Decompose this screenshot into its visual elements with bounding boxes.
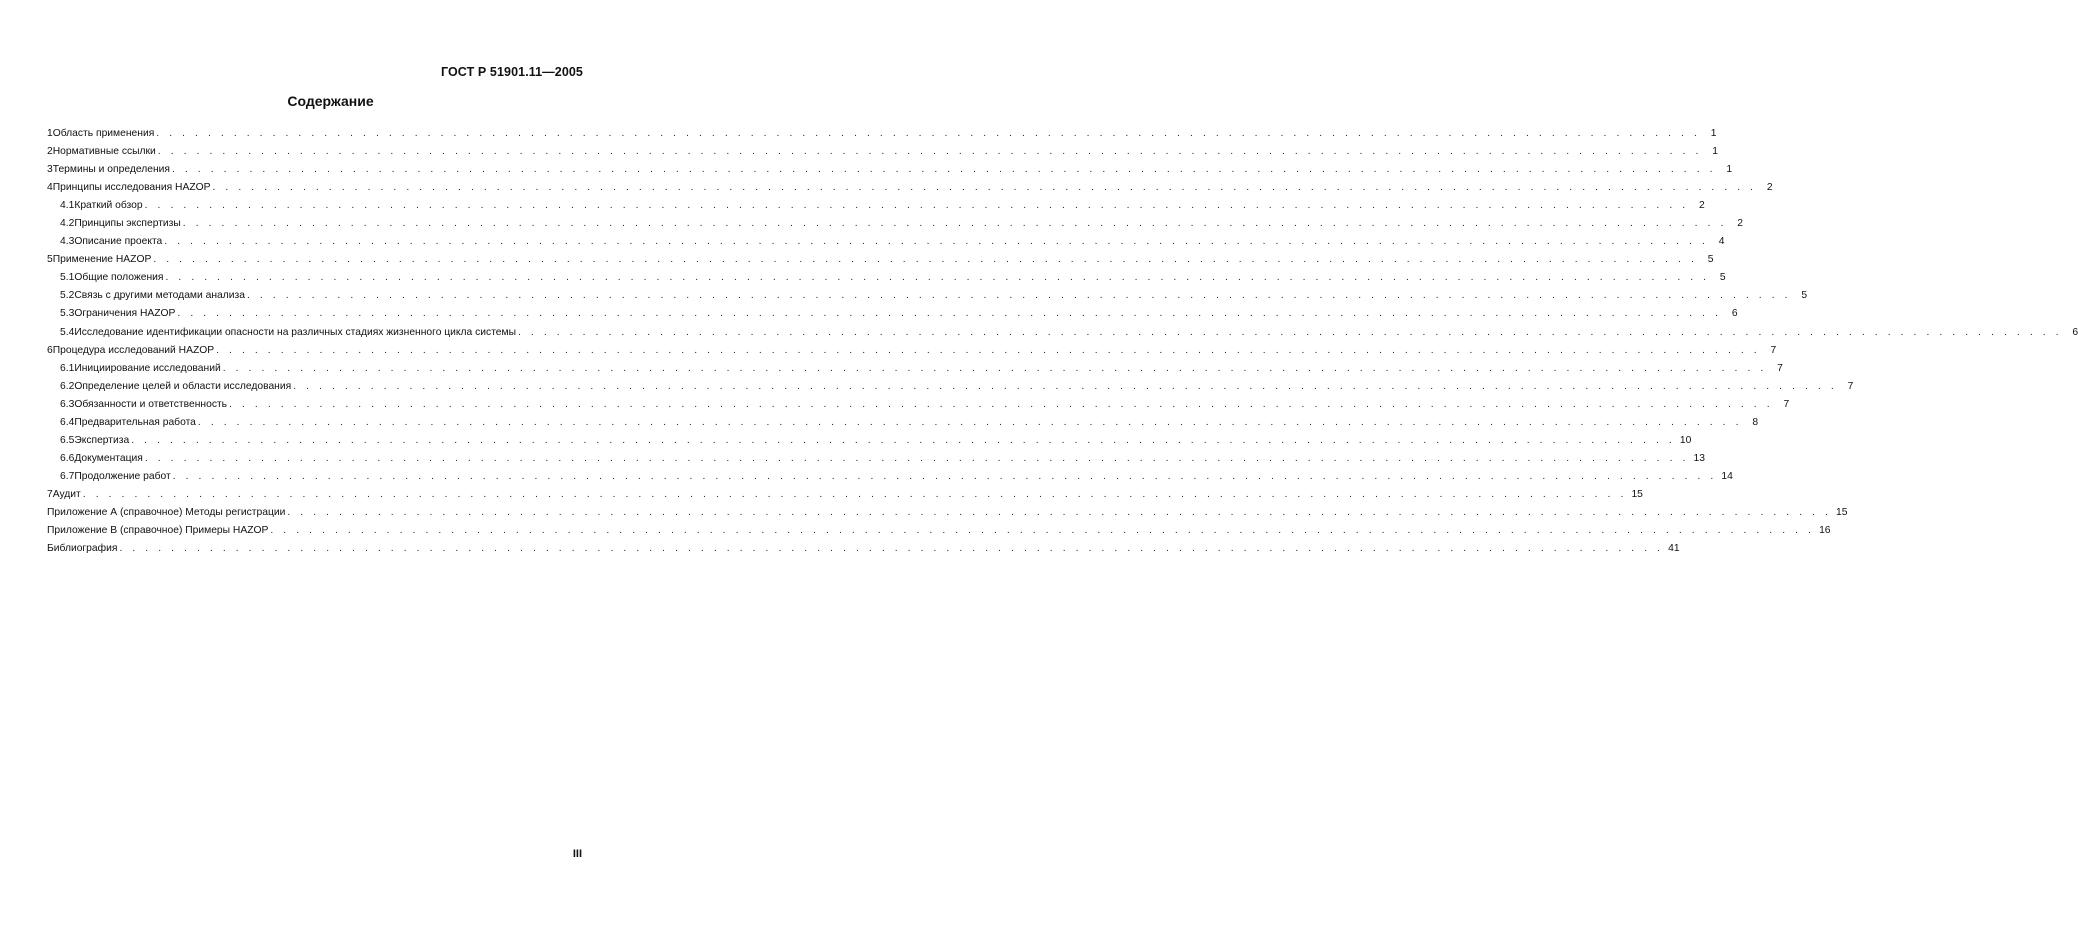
toc-entry-label: Инициирование исследований <box>74 362 221 374</box>
toc-entry-number: 6.3 <box>60 398 75 410</box>
toc-entry[interactable] <box>47 161 1733 179</box>
toc-entry[interactable] <box>47 215 1743 233</box>
toc-dot-leader: . . . . . . . . . . . . . . . . . . . . . . . . . . . . . . . . . . . . . . . . . . . . . . . . . . . . . . . . . . . . . . . . . . . . . . . . . . . . . . . . . . . . . . . . . . . . . . . . . . . . . . . . . . . . . . . . . . . . . . . . <box>164 236 1709 248</box>
toc-entry-number: 6 <box>47 344 53 356</box>
toc-entry-page: 15 <box>1836 506 1848 518</box>
toc-dot-leader: . . . . . . . . . . . . . . . . . . . . . . . . . . . . . . . . . . . . . . . . . . . . . . . . . . . . . . . . . . . . . . . . . . . . . . . . . . . . . . . . . . . . . . . . . . . . . . . . . . . . . . . . . . . . . . . . . . . . . . . . <box>229 398 1774 410</box>
toc-entry-label: Описание проекта <box>74 236 163 248</box>
toc-entry-label: Обязанности и ответственность <box>74 398 228 410</box>
toc-dot-leader: . . . . . . . . . . . . . . . . . . . . . . . . . . . . . . . . . . . . . . . . . . . . . . . . . . . . . . . . . . . . . . . . . . . . . . . . . . . . . . . . . . . . . . . . . . . . . . . . . . . . . . . . . . . . . . . . . . . . . . . . <box>287 506 1832 518</box>
toc-dot-leader: . . . . . . . . . . . . . . . . . . . . . . . . . . . . . . . . . . . . . . . . . . . . . . . . . . . . . . . . . . . . . . . . . . . . . . . . . . . . . . . . . . . . . . . . . . . . . . . . . . . . . . . . . . . . . . . . . . . . . . . . <box>157 146 1702 158</box>
toc-entry-number: 6.5 <box>60 434 75 446</box>
toc-entry-number: 4 <box>47 182 53 194</box>
toc-entry-label: Ограничения HAZOP <box>74 308 176 320</box>
toc-dot-leader: . . . . . . . . . . . . . . . . . . . . . . . . . . . . . . . . . . . . . . . . . . . . . . . . . . . . . . . . . . . . . . . . . . . . . . . . . . . . . . . . . . . . . . . . . . . . . . . . . . . . . . . . . . . . . . . . . . . . . . . . <box>82 488 1627 500</box>
toc-entry[interactable] <box>47 468 1733 486</box>
toc-entry-page: 10 <box>1679 434 1692 446</box>
toc-dot-leader: . . . . . . . . . . . . . . . . . . . . . . . . . . . . . . . . . . . . . . . . . . . . . . . . . . . . . . . . . . . . . . . . . . . . . . . . . . . . . . . . . . . . . . . . . . . . . . . . . . . . . . . . . . . . . . . . . . . . . . . . <box>144 452 1689 464</box>
toc-entry-page: 1 <box>1710 128 1717 139</box>
toc-dot-leader: . . . . . . . . . . . . . . . . . . . . . . . . . . . . . . . . . . . . . . . . . . . . . . . . . . . . . . . . . . . . . . . . . . . . . . . . . . . . . . . . . . . . . . . . . . . . . . . . . . . . . . . . . . . . . . . . . . . . . . . . <box>156 128 1701 139</box>
toc-entry-label: Принципы исследования HAZOP <box>52 182 211 194</box>
toc-entry-page: 2 <box>1737 218 1743 230</box>
toc-entry-page: 13 <box>1693 452 1705 464</box>
toc-entry-page: 5 <box>1801 290 1808 302</box>
toc-entry[interactable] <box>47 432 1692 450</box>
toc-entry-number: 4.3 <box>60 236 75 248</box>
page-title: Содержание <box>287 93 374 109</box>
toc-entry-label: Определение целей и области исследования <box>74 380 292 392</box>
toc-entry-number: 5.2 <box>60 290 75 302</box>
toc-entry-label: Аудит <box>52 488 81 500</box>
toc-entry[interactable] <box>47 378 1854 396</box>
toc-entry-label: Продолжение работ <box>74 470 171 482</box>
toc-entry-number: 5.1 <box>60 272 75 284</box>
toc-entry-page: 7 <box>1770 344 1777 356</box>
toc-entry-page: 1 <box>1712 146 1718 158</box>
toc-entry[interactable] <box>47 414 1759 432</box>
toc-entry-number: 5 <box>47 254 53 266</box>
toc-entry-label: Экспертиза <box>74 434 130 446</box>
toc-entry[interactable] <box>47 233 1725 251</box>
toc-entry-page: 2 <box>1699 200 1705 212</box>
toc-entry-page: 7 <box>1847 380 1854 392</box>
toc-dot-leader: . . . . . . . . . . . . . . . . . . . . . . . . . . . . . . . . . . . . . . . . . . . . . . . . . . . . . . . . . . . . . . . . . . . . . . . . . . . . . . . . . . . . . . . . . . . . . . . . . . . . . . . . . . . . . . . . . . . . . . . . <box>212 182 1757 194</box>
toc-entry-label: Связь с другими методами анализа <box>74 290 245 302</box>
toc-entry[interactable] <box>47 287 1808 305</box>
toc-entry-number: 2 <box>47 146 53 158</box>
toc-entry[interactable] <box>47 342 1777 360</box>
toc-entry-label: Приложение А (справочное) Методы регистрации <box>47 506 286 518</box>
toc-entry-page: 4 <box>1718 236 1725 248</box>
toc-entry[interactable] <box>47 540 1680 558</box>
toc-entry-label: Библиография <box>47 543 118 555</box>
toc-dot-leader: . . . . . . . . . . . . . . . . . . . . . . . . . . . . . . . . . . . . . . . . . . . . . . . . . . . . . . . . . . . . . . . . . . . . . . . . . . . . . . . . . . . . . . . . . . . . . . . . . . . . . . . . . . . . . . . . . . . . . . . . <box>144 200 1689 212</box>
toc-entry[interactable] <box>47 305 1738 323</box>
table-of-contents <box>47 125 2078 558</box>
toc-entry-number: 5.3 <box>60 308 75 320</box>
toc-entry[interactable] <box>47 522 1831 540</box>
toc-entry-number: 6.2 <box>60 380 75 392</box>
toc-entry-page: 5 <box>1707 254 1714 266</box>
toc-entry-label: Документация <box>74 452 143 464</box>
toc-entry-page: 15 <box>1631 488 1643 500</box>
toc-entry-number: 4.1 <box>60 200 75 212</box>
toc-entry[interactable] <box>47 125 1717 143</box>
toc-entry-label: Термины и определения <box>52 164 170 176</box>
toc-dot-leader: . . . . . . . . . . . . . . . . . . . . . . . . . . . . . . . . . . . . . . . . . . . . . . . . . . . . . . . . . . . . . . . . . . . . . . . . . . . . . . . . . . . . . . . . . . . . . . . . . . . . . . . . . . . . . . . . . . . . . . . . <box>177 308 1722 320</box>
toc-entry-number: 7 <box>47 488 53 500</box>
toc-entry-page: 1 <box>1726 164 1733 176</box>
toc-entry-number: 6.4 <box>60 416 75 428</box>
toc-entry-label: Общие положения <box>74 272 164 284</box>
toc-entry-page: 7 <box>1783 398 1790 410</box>
toc-dot-leader: . . . . . . . . . . . . . . . . . . . . . . . . . . . . . . . . . . . . . . . . . . . . . . . . . . . . . . . . . . . . . . . . . . . . . . . . . . . . . . . . . . . . . . . . . . . . . . . . . . . . . . . . . . . . . . . . . . . . . . . . <box>131 434 1676 446</box>
toc-entry[interactable] <box>47 486 1643 504</box>
toc-entry-page: 16 <box>1819 525 1831 537</box>
toc-entry-label: Нормативные ссылки <box>52 146 156 158</box>
toc-entry-page: 41 <box>1668 543 1680 555</box>
toc-entry[interactable] <box>47 450 1705 468</box>
toc-entry[interactable] <box>47 504 1848 522</box>
toc-entry-label: Процедура исследований HAZOP <box>52 344 215 356</box>
toc-entry-number: 3 <box>47 164 53 176</box>
toc-dot-leader: . . . . . . . . . . . . . . . . . . . . . . . . . . . . . . . . . . . . . . . . . . . . . . . . . . . . . . . . . . . . . . . . . . . . . . . . . . . . . . . . . . . . . . . . . . . . . . . . . . . . . . . . . . . . . . . . . . . . . . . . <box>197 416 1743 428</box>
toc-dot-leader: . . . . . . . . . . . . . . . . . . . . . . . . . . . . . . . . . . . . . . . . . . . . . . . . . . . . . . . . . . . . . . . . . . . . . . . . . . . . . . . . . . . . . . . . . . . . . . . . . . . . . . . . . . . . . . . . . . . . . . . . <box>182 218 1727 230</box>
toc-dot-leader: . . . . . . . . . . . . . . . . . . . . . . . . . . . . . . . . . . . . . . . . . . . . . . . . . . . . . . . . . . . . . . . . . . . . . . . . . . . . . . . . . . . . . . . . . . . . . . . . . . . . . . . . . . . . . . . . . . . . . . . . <box>165 272 1710 284</box>
toc-entry[interactable] <box>47 143 1718 161</box>
toc-entry-number: 6.7 <box>60 470 75 482</box>
toc-entry-page: 5 <box>1719 272 1726 284</box>
toc-entry-label: Принципы экспертизы <box>74 218 181 230</box>
toc-dot-leader: . . . . . . . . . . . . . . . . . . . . . . . . . . . . . . . . . . . . . . . . . . . . . . . . . . . . . . . . . . . . . . . . . . . . . . . . . . . . . . . . . . . . . . . . . . . . . . . . . . . . . . . . . . . . . . . . . . . . . . . . <box>171 164 1717 176</box>
toc-entry-page: 6 <box>2072 326 2078 338</box>
toc-entry-page: 6 <box>1731 308 1738 320</box>
toc-entry[interactable] <box>47 179 1773 197</box>
toc-entry-number: 4.2 <box>60 218 75 230</box>
toc-entry-label: Область применения <box>52 128 155 139</box>
toc-entry-page: 2 <box>1766 182 1773 194</box>
toc-entry[interactable] <box>47 251 1714 269</box>
toc-dot-leader: . . . . . . . . . . . . . . . . . . . . . . . . . . . . . . . . . . . . . . . . . . . . . . . . . . . . . . . . . . . . . . . . . . . . . . . . . . . . . . . . . . . . . . . . . . . . . . . . . . . . . . . . . . . . . . . . . . . . . . . . <box>518 326 2063 338</box>
toc-entry-page: 8 <box>1752 416 1759 428</box>
toc-entry-label: Предварительная работа <box>74 416 196 428</box>
toc-dot-leader: . . . . . . . . . . . . . . . . . . . . . . . . . . . . . . . . . . . . . . . . . . . . . . . . . . . . . . . . . . . . . . . . . . . . . . . . . . . . . . . . . . . . . . . . . . . . . . . . . . . . . . . . . . . . . . . . . . . . . . . . <box>119 543 1664 555</box>
toc-entry[interactable] <box>47 324 2078 342</box>
toc-entry-number: 5.4 <box>60 326 75 338</box>
toc-dot-leader: . . . . . . . . . . . . . . . . . . . . . . . . . . . . . . . . . . . . . . . . . . . . . . . . . . . . . . . . . . . . . . . . . . . . . . . . . . . . . . . . . . . . . . . . . . . . . . . . . . . . . . . . . . . . . . . . . . . . . . . . <box>293 380 1838 392</box>
toc-entry[interactable] <box>47 269 1726 287</box>
toc-dot-leader: . . . . . . . . . . . . . . . . . . . . . . . . . . . . . . . . . . . . . . . . . . . . . . . . . . . . . . . . . . . . . . . . . . . . . . . . . . . . . . . . . . . . . . . . . . . . . . . . . . . . . . . . . . . . . . . . . . . . . . . . <box>153 254 1698 266</box>
toc-entry-number: 6.6 <box>60 452 75 464</box>
toc-dot-leader: . . . . . . . . . . . . . . . . . . . . . . . . . . . . . . . . . . . . . . . . . . . . . . . . . . . . . . . . . . . . . . . . . . . . . . . . . . . . . . . . . . . . . . . . . . . . . . . . . . . . . . . . . . . . . . . . . . . . . . . . <box>222 362 1767 374</box>
toc-entry[interactable] <box>47 197 1705 215</box>
toc-entry-label: Исследование идентификации опасности на различных стадиях жизненного цикла системы <box>74 326 516 338</box>
toc-entry[interactable] <box>47 396 1790 414</box>
toc-entry-label: Приложение В (справочное) Примеры HAZOP <box>47 525 269 537</box>
toc-dot-leader: . . . . . . . . . . . . . . . . . . . . . . . . . . . . . . . . . . . . . . . . . . . . . . . . . . . . . . . . . . . . . . . . . . . . . . . . . . . . . . . . . . . . . . . . . . . . . . . . . . . . . . . . . . . . . . . . . . . . . . . . <box>216 344 1761 356</box>
toc-entry[interactable] <box>47 360 1783 378</box>
toc-entry-page: 14 <box>1721 470 1733 482</box>
toc-entry-label: Краткий обзор <box>74 200 143 212</box>
toc-dot-leader: . . . . . . . . . . . . . . . . . . . . . . . . . . . . . . . . . . . . . . . . . . . . . . . . . . . . . . . . . . . . . . . . . . . . . . . . . . . . . . . . . . . . . . . . . . . . . . . . . . . . . . . . . . . . . . . . . . . . . . . . <box>270 525 1815 537</box>
toc-entry-page: 7 <box>1777 362 1783 374</box>
page-number: III <box>572 848 582 860</box>
toc-dot-leader: . . . . . . . . . . . . . . . . . . . . . . . . . . . . . . . . . . . . . . . . . . . . . . . . . . . . . . . . . . . . . . . . . . . . . . . . . . . . . . . . . . . . . . . . . . . . . . . . . . . . . . . . . . . . . . . . . . . . . . . . <box>246 290 1792 302</box>
toc-entry-number: 6.1 <box>60 362 75 374</box>
document-code: ГОСТ Р 51901.11—2005 <box>440 65 583 79</box>
toc-entry-number: 1 <box>47 128 53 139</box>
toc-entry-label: Применение HAZOP <box>52 254 152 266</box>
toc-dot-leader: . . . . . . . . . . . . . . . . . . . . . . . . . . . . . . . . . . . . . . . . . . . . . . . . . . . . . . . . . . . . . . . . . . . . . . . . . . . . . . . . . . . . . . . . . . . . . . . . . . . . . . . . . . . . . . . . . . . . . . . . <box>172 470 1717 482</box>
